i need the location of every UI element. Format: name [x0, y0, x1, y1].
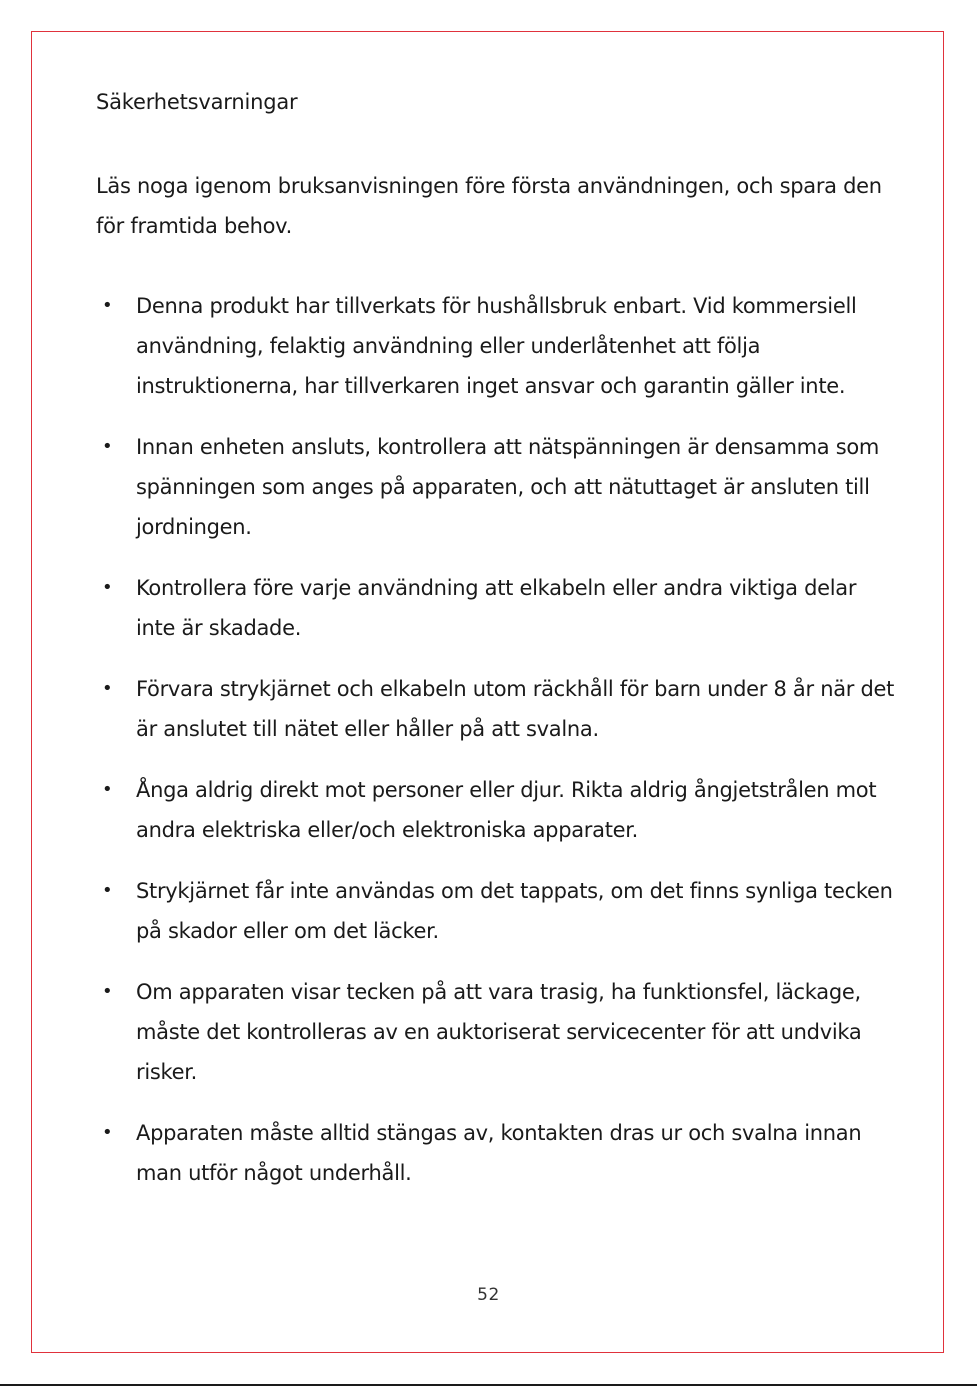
bullet-icon: • [102, 577, 113, 598]
warning-text: Förvara strykjärnet och elkabeln utom räckhåll för barn under 8 år när det är anslutet till nätet eller håller på att svalna. [136, 677, 895, 741]
bullet-icon: • [102, 880, 113, 901]
bullet-icon: • [102, 295, 113, 316]
bullet-icon: • [102, 779, 113, 800]
list-item [96, 972, 896, 1092]
bullet-icon: • [102, 1122, 113, 1143]
section-heading: Säkerhetsvarningar [96, 90, 298, 114]
page-number: 52 [477, 1285, 500, 1305]
safety-warnings-list [96, 286, 896, 1214]
warning-text: Ånga aldrig direkt mot personer eller djur. Rikta aldrig ångjetstrålen mot andra elektriska eller/och elektroniska apparater. [136, 778, 877, 842]
bullet-icon: • [102, 981, 113, 1002]
bullet-icon: • [102, 678, 113, 699]
list-item [96, 669, 896, 749]
bottom-divider [0, 1384, 977, 1386]
list-item [96, 427, 896, 547]
warning-text: Denna produkt har tillverkats för hushållsbruk enbart. Vid kommersiell användning, felaktig användning eller underlåtenhet att följa instruktionerna, har tillverkaren inget ansvar och garantin gäller inte. [136, 294, 857, 398]
list-item [96, 568, 896, 648]
list-item [96, 1113, 896, 1193]
warning-text: Apparaten måste alltid stängas av, kontakten dras ur och svalna innan man utför något underhåll. [136, 1121, 862, 1185]
list-item [96, 770, 896, 850]
bullet-icon: • [102, 436, 113, 457]
warning-text: Strykjärnet får inte användas om det tappats, om det finns synliga tecken på skador eller om det läcker. [136, 879, 893, 943]
list-item [96, 871, 896, 951]
warning-text: Om apparaten visar tecken på att vara trasig, ha funktionsfel, läckage, måste det kontrolleras av en auktoriserat servicecenter för att undvika risker. [136, 980, 862, 1084]
list-item [96, 286, 896, 406]
warning-text: Kontrollera före varje användning att elkabeln eller andra viktiga delar inte är skadade. [136, 576, 857, 640]
intro-paragraph: Läs noga igenom bruksanvisningen före första användningen, och spara den för framtida behov. [96, 174, 882, 238]
warning-text: Innan enheten ansluts, kontrollera att nätspänningen är densamma som spänningen som anges på apparaten, och att nätuttaget är ansluten till jordningen. [136, 435, 880, 539]
